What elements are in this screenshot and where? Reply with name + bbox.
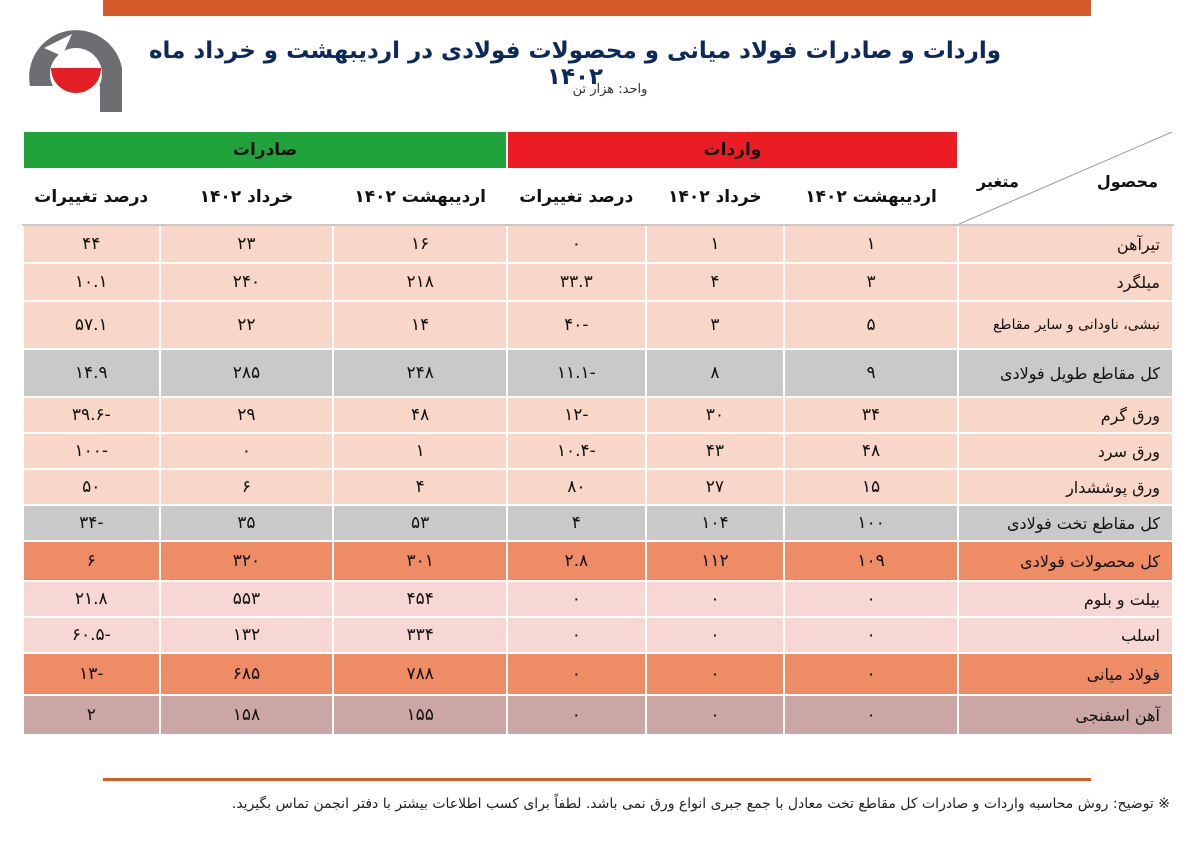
row-label: ورق گرم [958, 397, 1173, 433]
cell-value: ۶ [23, 541, 160, 581]
cell-value: -۶۰.۵ [23, 617, 160, 653]
cell-value: ۱۳۲ [160, 617, 334, 653]
cell-value: ۴ [646, 263, 785, 301]
table-row [23, 301, 1173, 349]
cell-value: ۹ [784, 349, 958, 397]
exports-group-header: صادرات [23, 131, 507, 169]
bottom-accent-line [103, 778, 1091, 781]
cell-value: ۱۱۲ [646, 541, 785, 581]
cell-value: ۰ [646, 653, 785, 695]
cell-value: ۲۴۰ [160, 263, 334, 301]
cell-value: ۲۲ [160, 301, 334, 349]
cell-value: ۰ [646, 617, 785, 653]
corner-product-label: محصول [1096, 172, 1158, 191]
table-row [23, 617, 1173, 653]
cell-value: ۴۸ [333, 397, 507, 433]
col-header-exp-ordibehesht: اردیبهشت ۱۴۰۲ [333, 169, 507, 225]
cell-value: ۷۸۸ [333, 653, 507, 695]
top-accent-bar [103, 0, 1091, 16]
cell-value: ۰ [507, 225, 646, 263]
table-corner-cell [958, 131, 1173, 225]
cell-value: ۸۰ [507, 469, 646, 505]
row-label: کل مقاطع تخت فولادی [958, 505, 1173, 541]
cell-value: ۲۸۵ [160, 349, 334, 397]
row-label: اسلب [958, 617, 1173, 653]
cell-value: ۲۴۸ [333, 349, 507, 397]
cell-value: ۰ [784, 617, 958, 653]
col-header-imp-khordad: خرداد ۱۴۰۲ [646, 169, 785, 225]
cell-value: -۱۰۰ [23, 433, 160, 469]
cell-value: -۱۱.۱ [507, 349, 646, 397]
cell-value: ۴۵۴ [333, 581, 507, 617]
cell-value: ۱۴.۹ [23, 349, 160, 397]
row-label: نبشی، ناودانی و سایر مقاطع [958, 301, 1173, 349]
row-label: فولاد میانی [958, 653, 1173, 695]
steel-association-logo-icon [22, 28, 130, 114]
cell-value: ۱۵ [784, 469, 958, 505]
cell-value: ۳۰ [646, 397, 785, 433]
cell-value: ۳۵ [160, 505, 334, 541]
row-label: آهن اسفنجی [958, 695, 1173, 735]
cell-value: ۱۰۹ [784, 541, 958, 581]
table-row [23, 581, 1173, 617]
imports-group-header: واردات [507, 131, 958, 169]
row-label: ورق پوششدار [958, 469, 1173, 505]
table-row [23, 433, 1173, 469]
cell-value: ۳ [646, 301, 785, 349]
cell-value: ۳۰۱ [333, 541, 507, 581]
cell-value: ۱ [646, 225, 785, 263]
cell-value: ۳۳۴ [333, 617, 507, 653]
cell-value: ۰ [507, 581, 646, 617]
col-header-exp-change-pct: درصد تغییرات [23, 169, 160, 225]
cell-value: ۳۲۰ [160, 541, 334, 581]
table-row [23, 695, 1173, 735]
table-row [23, 653, 1173, 695]
cell-value: ۰ [507, 695, 646, 735]
cell-value: ۳۳.۳ [507, 263, 646, 301]
cell-value: ۵۳ [333, 505, 507, 541]
cell-value: ۵۷.۱ [23, 301, 160, 349]
row-label: ورق سرد [958, 433, 1173, 469]
cell-value: ۵ [784, 301, 958, 349]
corner-variable-label: متغیر [976, 172, 1019, 191]
cell-value: ۲ [23, 695, 160, 735]
cell-value: -۱۲ [507, 397, 646, 433]
row-label: کل مقاطع طویل فولادی [958, 349, 1173, 397]
cell-value: -۳۹.۶ [23, 397, 160, 433]
cell-value: ۰ [646, 695, 785, 735]
cell-value: ۴۸ [784, 433, 958, 469]
cell-value: ۶ [160, 469, 334, 505]
table-row [23, 397, 1173, 433]
cell-value: ۴۴ [23, 225, 160, 263]
cell-value: ۲.۸ [507, 541, 646, 581]
footnote: ※ توضیح: روش محاسبه واردات و صادرات کل مقاطع تخت معادل با جمع جبری انواع ورق نمی باشد. لطفاً برای کسب اطلاعات بیشتر با دفتر انجمن تماس بگیرید. [231, 796, 1170, 812]
cell-value: ۴ [333, 469, 507, 505]
cell-value: -۳۴ [23, 505, 160, 541]
cell-value: ۲۹ [160, 397, 334, 433]
col-header-imp-ordibehesht: اردیبهشت ۱۴۰۲ [784, 169, 958, 225]
cell-value: ۴ [507, 505, 646, 541]
table-row [23, 263, 1173, 301]
row-label: بیلت و بلوم [958, 581, 1173, 617]
table-row [23, 541, 1173, 581]
cell-value: ۰ [160, 433, 334, 469]
cell-value: ۲۱۸ [333, 263, 507, 301]
col-header-exp-khordad: خرداد ۱۴۰۲ [160, 169, 334, 225]
cell-value: -۴۰ [507, 301, 646, 349]
unit-label: واحد: هزار تن [572, 82, 648, 97]
row-label: تیرآهن [958, 225, 1173, 263]
cell-value: ۵۵۳ [160, 581, 334, 617]
cell-value: ۰ [784, 695, 958, 735]
row-label: میلگرد [958, 263, 1173, 301]
cell-value: ۰ [784, 653, 958, 695]
cell-value: -۱۳ [23, 653, 160, 695]
table-row [23, 469, 1173, 505]
table-row [23, 225, 1173, 263]
cell-value: ۳ [784, 263, 958, 301]
cell-value: ۰ [507, 653, 646, 695]
cell-value: ۶۸۵ [160, 653, 334, 695]
cell-value: ۵۰ [23, 469, 160, 505]
cell-value: ۰ [646, 581, 785, 617]
cell-value: ۱۵۵ [333, 695, 507, 735]
cell-value: ۱۵۸ [160, 695, 334, 735]
trade-table [22, 130, 1174, 736]
row-label: کل محصولات فولادی [958, 541, 1173, 581]
cell-value: -۱۰.۴ [507, 433, 646, 469]
cell-value: ۲۱.۸ [23, 581, 160, 617]
cell-value: ۱۰۰ [784, 505, 958, 541]
cell-value: ۱۰.۱ [23, 263, 160, 301]
table-row [23, 349, 1173, 397]
cell-value: ۱ [333, 433, 507, 469]
cell-value: ۱۰۴ [646, 505, 785, 541]
cell-value: ۱۶ [333, 225, 507, 263]
cell-value: ۸ [646, 349, 785, 397]
cell-value: ۴۳ [646, 433, 785, 469]
col-header-imp-change-pct: درصد تغییرات [507, 169, 646, 225]
cell-value: ۳۴ [784, 397, 958, 433]
cell-value: ۲۳ [160, 225, 334, 263]
cell-value: ۲۷ [646, 469, 785, 505]
cell-value: ۰ [507, 617, 646, 653]
cell-value: ۱ [784, 225, 958, 263]
page-title: واردات و صادرات فولاد میانی و محصولات فولادی در اردیبهشت و خرداد ماه ۱۴۰۲ [148, 38, 1002, 90]
cell-value: ۰ [784, 581, 958, 617]
table-row [23, 505, 1173, 541]
cell-value: ۱۴ [333, 301, 507, 349]
